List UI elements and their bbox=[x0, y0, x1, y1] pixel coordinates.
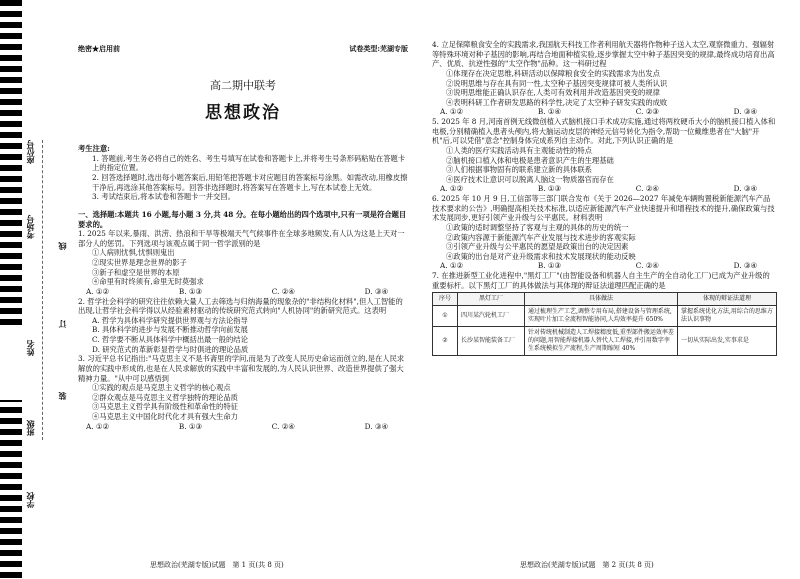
q2-item: C. 哲学要不断从具体科学中概括出最一般的结论 bbox=[92, 335, 248, 345]
option-d: D. ③④ bbox=[733, 107, 757, 117]
binding-strip bbox=[0, 0, 70, 579]
exam-title: 思想政治 bbox=[205, 102, 281, 123]
q2-item: B. 具体科学的进步与发展不断推动哲学向前发展 bbox=[92, 325, 248, 335]
option-d: D. ③④ bbox=[733, 261, 757, 271]
q6-options bbox=[432, 261, 777, 271]
table-header-cell: 具体做法 bbox=[525, 293, 678, 306]
table-header-row bbox=[433, 293, 777, 306]
table-cell: 针对传统机械制造人工焊接精度低,重型部件搬运效率差的问题,用智能焊接机器人替代人工焊接,并引用数字孪生系统模拟生产流程,生产周期缩短 40% bbox=[525, 326, 678, 355]
binding-bars bbox=[0, 0, 22, 579]
seat-number-label: 座位号 bbox=[25, 140, 35, 164]
q5-item: ③人们根据事物固有的联系建立新的具体联系 bbox=[446, 165, 592, 175]
option-a: A. ①② bbox=[86, 286, 109, 296]
question-1-stem: 1. 2025 年以来,暴雨、洪涝、热浪和干旱等极端天气气候事件在全球多地频发,有人认为这是上天对一部分人的惩罚。下列选项与该观点属于同一哲学派别的是 bbox=[78, 229, 405, 248]
factory-table bbox=[432, 292, 777, 355]
class-label: 班级 bbox=[25, 420, 35, 436]
note-item: 3. 考试结束后,将本试卷和答题卡一并交回。 bbox=[92, 192, 235, 202]
option-c: C. ②④ bbox=[635, 184, 659, 194]
staple-label: 装 bbox=[57, 392, 67, 400]
q2-item: A. 哲学为具体科学研究提供世界观与方法论指导 bbox=[92, 315, 248, 325]
q6-item: ④政策的出台是对产业升级需求和技术发展现状的能动反映 bbox=[446, 251, 636, 261]
option-b: B. ①③ bbox=[537, 261, 561, 271]
page-1-column bbox=[78, 0, 408, 431]
q3-item: ③马克思主义哲学具有阶级性和革命性的特征 bbox=[92, 402, 238, 412]
table-cell: ② bbox=[433, 326, 458, 355]
school-label: 学校 bbox=[25, 492, 35, 508]
exam-room-label: 考场号 bbox=[25, 215, 35, 239]
question-3-stem: 3. 习近平总书记指出:"马克思主义不是书斋里的学问,而是为了改变人民历史命运而创立的,是在人民求解放的实践中形成的,也是在人民求解放的实践中丰富和发展的,为人民认识世界、改造世界提供了强大精神力量。"从中可以感悟到 bbox=[78, 354, 405, 383]
note-item: 2. 回答选择题时,选出每小题答案后,用铅笔把答题卡对应题目的答案标号涂黑。如需改动,用橡皮擦干净后,再选涂其他答案标号。回答非选择题时,将答案写在答题卡上,写在本试卷上无效。 bbox=[92, 173, 408, 192]
table-row bbox=[433, 326, 777, 355]
q4-item: ③说明思维能正确认识存在,人类可有效利用并改造基因突变的规律 bbox=[446, 88, 660, 98]
q1-options bbox=[78, 287, 408, 297]
option-b: B. ①③ bbox=[537, 184, 561, 194]
table-cell: ① bbox=[433, 306, 458, 327]
table-header-cell: 体现的辩证法道理 bbox=[678, 293, 777, 306]
option-d: D. ③④ bbox=[733, 184, 757, 194]
q1-item: ④命里有时终须有,命里无时莫强求 bbox=[92, 277, 204, 287]
q3-item: ④马克思主义中国化时代化才具有强大生命力 bbox=[92, 412, 238, 422]
q3-item: ②群众观点是马克思主义哲学独特的理论品质 bbox=[92, 392, 238, 402]
q1-item: ③新子和虚空是世界的本原 bbox=[92, 267, 180, 277]
q1-item: ②现实世界是理念世界的影子 bbox=[92, 258, 187, 268]
table-header-cell: 序号 bbox=[433, 293, 458, 306]
q6-item: ②政策内容源于新能源汽车产业发展与技术进步的客观实际 bbox=[446, 232, 636, 242]
option-a: A. ①② bbox=[440, 261, 463, 271]
option-c: C. ②④ bbox=[635, 261, 659, 271]
option-a: A. ①② bbox=[440, 107, 463, 117]
question-2-stem: 2. 哲学社会科学的研究往往依赖大量人工去筛选与归纳海量的现象杂的"非结构化材料",但人工智能的出现,让哲学社会科学得以从经验素材驱动的传统研究范式转向"人机协同"的新研究范式。这表明 bbox=[78, 296, 403, 316]
q3-options bbox=[78, 422, 408, 432]
table-cell: 一切从实际出发,实事求是 bbox=[678, 326, 777, 355]
exam-subtitle: 高二期中联考 bbox=[210, 79, 276, 93]
q4-options bbox=[432, 107, 777, 117]
page-2-column bbox=[432, 40, 777, 356]
section-heading: 一、选择题:本题共 16 小题,每小题 3 分,共 48 分。在每小题给出的四个选项中,只有一项是符合题目要求的。 bbox=[78, 209, 407, 229]
table-cell: 掌握系统优化方法,用综合的思维方法认识事物 bbox=[678, 306, 777, 327]
question-4-stem: 4. 立足保障粮食安全的实践需求,我国航天科技工作者利用航天器将作物种子送入太空,观察微重力、强辐射等特殊环境对种子基因的影响,再结合地面种植实验,逐步掌握太空中种子基因突变的规律,最终成功培育出高产、优质、抗逆性强的"太空作物"品种。这一科研过程 bbox=[432, 40, 775, 69]
q6-item: ①政策的适时调整坚持了客观与主观的具体的历史的统一 bbox=[446, 222, 629, 232]
q5-item: ②脑机接口植入体和电极是患者意识产生的生理基础 bbox=[446, 155, 614, 165]
option-b: B. ①④ bbox=[537, 107, 561, 117]
option-a: A. ①② bbox=[440, 184, 463, 194]
question-6-stem: 6. 2025 年 10 月 9 日,工信部等三部门联合发布《关于 2026—2027 年减免车辆购置税新能源汽车产品技术要求的公告》,明确提高相关技术标准,以适应新能源汽车产业快速提升和增程技术的提升,确保政策与技术发展同步,更好引领产业升级与公平惠民。材料表明 bbox=[432, 194, 775, 223]
binding-label: 订 bbox=[57, 320, 67, 328]
option-d: D. ③④ bbox=[364, 286, 388, 296]
question-7-stem: 7. 在推进新型工业化进程中,"黑灯工厂"(由智能设备和机器人自主生产的全自动化工厂)已成为产业升级的重要标杆。以下黑灯工厂的具体做法与其体现的辩证法道理匹配正确的是 bbox=[432, 271, 770, 290]
q2-item: D. 研究范式的革新彰显哲学与时俱进的理论品质 bbox=[92, 344, 249, 354]
secret-mark: 绝密★启用前 bbox=[78, 44, 120, 53]
table-header-cell: 黑灯工厂 bbox=[458, 293, 525, 306]
option-c: C. ②④ bbox=[271, 421, 295, 431]
q4-item: ②说明思维与存在具有同一性,太空种子基因突变规律可被人类所认识 bbox=[446, 78, 668, 88]
note-item: 1. 答题前,考生务必将自己的姓名、考生号填写在试卷和答题卡上,并将考生号条形码粘贴在答题卡上的指定位置。 bbox=[92, 153, 406, 173]
q5-item: ④医疗技术让意识可以脱离人脑这一物质器官而存在 bbox=[446, 174, 614, 184]
option-a: A. ①② bbox=[86, 421, 109, 431]
q5-options bbox=[432, 184, 777, 194]
q4-item: ①体现存在决定思维,科研活动以保障粮食安全的实践需求为出发点 bbox=[446, 68, 660, 78]
option-d: D. ③④ bbox=[364, 421, 388, 431]
q3-item: ①实践的观点是马克思主义哲学的核心观点 bbox=[92, 383, 231, 393]
cut-line bbox=[42, 140, 43, 440]
q4-item: ④表明科研工作者研发思路的科学性,决定了太空种子研发实践的成败 bbox=[446, 97, 668, 107]
exam-header bbox=[78, 44, 408, 53]
paper-type: 试卷类型:芜湖专版 bbox=[349, 44, 408, 53]
table-cell: 四川某汽轮机工厂 bbox=[458, 306, 525, 327]
name-label: 姓名 bbox=[25, 340, 35, 356]
option-c: C. ②③ bbox=[635, 107, 659, 117]
question-5-stem: 5. 2025 年 8 月,河南首例无线微创植入式脑机接口手术成功实施,通过将两枚硬币大小的脑机接口植入体和电极,分别精确植入患者头颅内,将大脑运动皮层的神经元信号转化为指令,帮助一位戴维患者在"大脑"开机"后,可以凭借"意念"控制身体完成系列自主动作。对此,下列认识正确的是 bbox=[432, 117, 776, 146]
option-c: C. ②④ bbox=[271, 286, 295, 296]
notes-heading: 考生注意: bbox=[78, 144, 110, 154]
table-cell: 长沙某智能装备工厂 bbox=[458, 326, 525, 355]
footer-page-1: 思想政治(芜湖专版)试题 第 1 页(共 8 页) bbox=[150, 561, 284, 569]
footer-page-2: 思想政治(芜湖专版)试题 第 2 页(共 8 页) bbox=[520, 561, 654, 569]
option-b: B. ①③ bbox=[178, 421, 202, 431]
q6-item: ③引领产业升级与公平惠民的愿望是政策出台的决定因素 bbox=[446, 242, 629, 252]
q5-item: ①人类的医疗实践活动具有主观能动性的特点 bbox=[446, 145, 592, 155]
table-row bbox=[433, 306, 777, 327]
q1-item: ①人病则忧惧,忧惧则鬼出 bbox=[92, 248, 175, 258]
option-b: B. ①③ bbox=[178, 286, 202, 296]
line-label: 线 bbox=[57, 242, 67, 250]
table-cell: 通过梳理生产工艺,调整专用布局,搭建设备与管理系统,实现叶片加工全流程智能协同,人均效率提升 650% bbox=[525, 306, 678, 327]
